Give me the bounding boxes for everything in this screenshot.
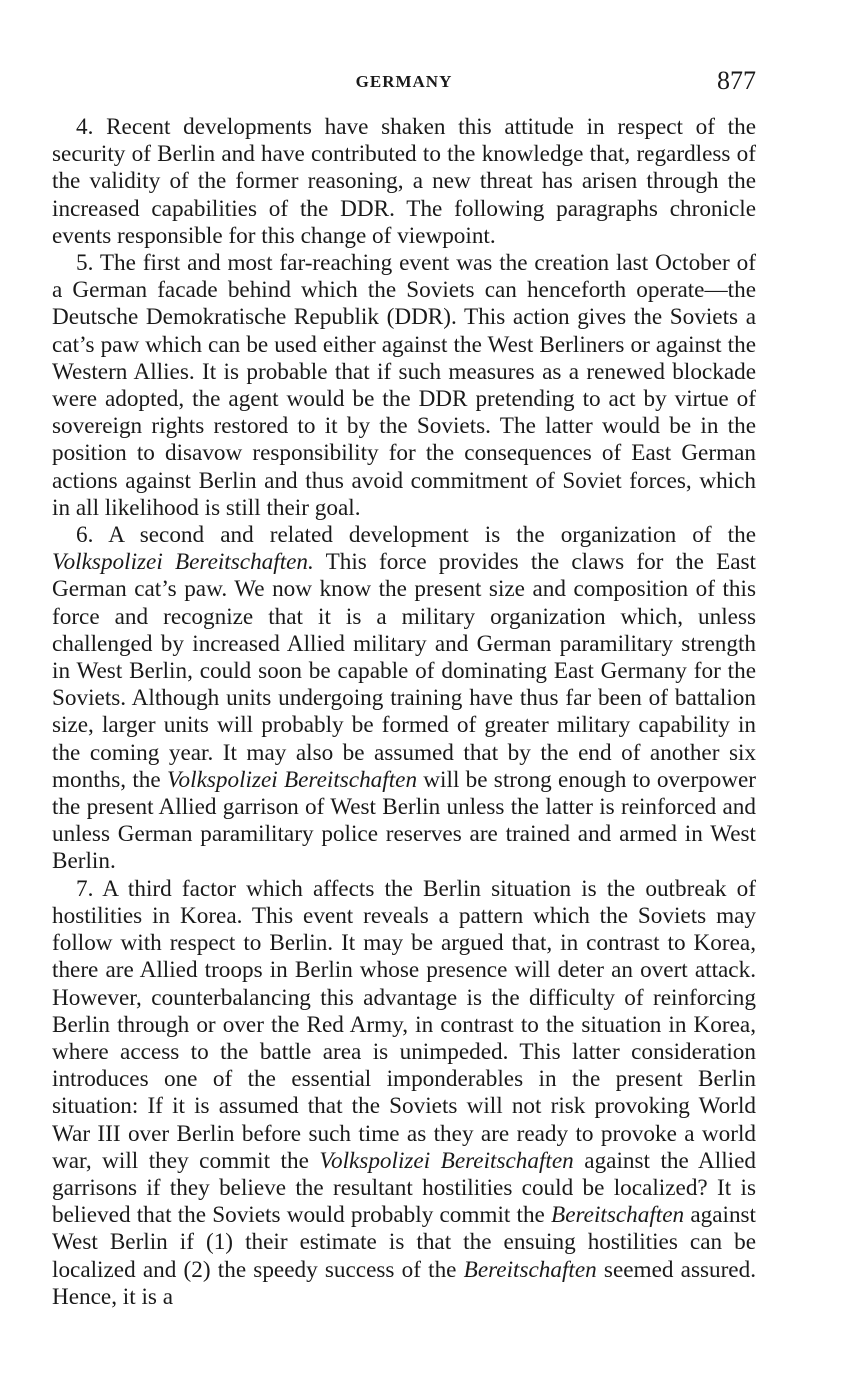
page-number: 877 [717,66,756,95]
running-head [52,66,756,100]
paragraph-5: 5. The first and most far-reaching event was the creation last October of a German facade behind which the Soviets can henceforth operate—the Deutsche Demokratische Republik (DDR). This action gives the Soviets a cat’s paw which can be used either against the West Berliners or against the Western Allies. It is probable that if such measures as a renewed blockade were adopted, the agent would be the DDR pretending to act by virtue of sovereign rights restored to it by the Soviets. The latter would be in the position to disavow responsibility for the consequences of East German actions against Berlin and thus avoid commitment of Soviet forces, which in all likelihood is still their goal. [52,250,756,521]
paragraph-6-italic-term: Volkspolizei Bereitschaften [166,766,418,793]
paragraph-4: 4. Recent developments have shaken this attitude in respect of the security of Berlin and have contributed to the knowledge that, regardless of the validity of the former reasoning, a new threat has arisen through the increased capabilities of the DDR. The following paragraphs chronicle events responsible for this change of viewpoint. [52,114,756,249]
paragraph-6 [52,522,756,876]
paragraph-7-italic-term: Volkspolizei Bereitschaften [319,1147,574,1174]
paragraph-6-text: will be strong enough to overpower the present Allied garrison of West Berlin unless the latter is reinforced and unless German paramilitary police reserves are trained and armed in West Berlin. [52,766,756,875]
paragraph-7-italic-term: Bereitschaften [463,1256,597,1283]
paragraph-7-text: 7. A third factor which affects the Berlin situation is the outbreak of hostilities in Korea. This event reveals a pattern which the Soviets may follow with respect to Berlin. It may be argued that, in contrast to Korea, there are Allied troops in Berlin whose presence will deter an overt attack. However, counterbalancing this advantage is the difficulty of reinforcing Berlin through or over the Red Army, in contrast to the situation in Korea, where access to the battle area is unimpeded. This latter consideration introduces one of the essential imponderables in the present Berlin situation: If it is assumed that the Soviets will not risk provoking World War III over Berlin before such time as they are ready to provoke a world war, will they commit the [52,875,756,1174]
paragraph-6-text: This force provides the claws for the East German cat’s paw. We now know the present size and composition of this force and recognize that it is a military organization which, unless challenged by increased Allied military and German paramilitary strength in West Berlin, could soon be capable of dominating East Germany for the Soviets. Although units undergoing training have thus far been of battalion size, larger units will probably be formed of greater military capability in the coming year. It may also be assumed that by the end of another six months, the [52,549,757,793]
paragraph-7-text: against the Allied garrisons if they believe the resultant hostilities could be localized? It is believed that the Soviets would probably commit the [52,1147,757,1229]
paragraph-7 [52,876,756,1311]
paragraph-7-text: against West Berlin if (1) their estimate is that the ensuing hostilities can be localized and (2) the speedy success of the [52,1202,756,1283]
paragraph-6-text: 6. A second and related development is the organization of the [76,522,756,549]
running-head-title: GERMANY [355,72,453,91]
paragraph-6-italic-term: Volkspolizei Bereitschaften. [52,549,314,576]
paragraph-7-italic-term: Bereitschaften [551,1202,685,1229]
body-text [52,114,756,1311]
paragraph-7-text: seemed assured. Hence, it is a [52,1256,756,1310]
